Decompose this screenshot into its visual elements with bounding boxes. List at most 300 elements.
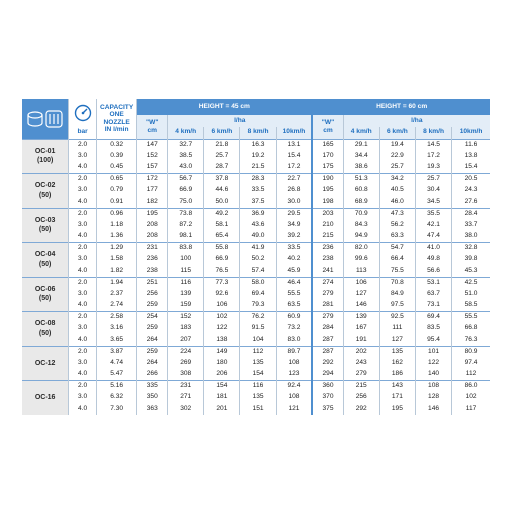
rate-cell-45: 73.8 (168, 208, 204, 220)
width-cell-60: 287 (312, 346, 343, 358)
pressure-cell: 3.0 (69, 220, 97, 232)
rate-cell-45: 66.9 (168, 185, 204, 197)
table-row (22, 220, 490, 232)
rate-cell-45: 16.3 (240, 139, 276, 151)
width-cell-60: 279 (312, 312, 343, 324)
rate-cell-45: 39.2 (276, 231, 312, 243)
rate-cell-45: 83.8 (168, 243, 204, 255)
width-cell-45: 238 (137, 266, 168, 278)
rate-cell-45: 149 (204, 346, 240, 358)
table-row (22, 335, 490, 347)
rate-cell-60: 28.4 (452, 208, 490, 220)
table-row (22, 346, 490, 358)
rate-cell-45: 112 (240, 346, 276, 358)
pressure-cell: 4.0 (69, 404, 97, 416)
nozzle-model-cell (22, 174, 69, 209)
width-cell-60: 279 (312, 289, 343, 301)
rate-cell-60: 51.3 (343, 174, 379, 186)
nozzle-model-cell (22, 312, 69, 347)
rate-cell-45: 63.5 (276, 300, 312, 312)
width-cell-60: 294 (312, 369, 343, 381)
table-row (22, 369, 490, 381)
capacity-cell: 3.16 (96, 323, 136, 335)
capacity-cell: 1.94 (96, 277, 136, 289)
width-cell-60: 274 (312, 277, 343, 289)
rate-cell-45: 21.8 (204, 139, 240, 151)
rate-cell-60: 102 (452, 392, 490, 404)
rate-cell-60: 41.0 (415, 243, 451, 255)
rate-cell-45: 60.9 (276, 312, 312, 324)
pressure-cell: 4.0 (69, 369, 97, 381)
rate-cell-60: 32.8 (452, 243, 490, 255)
rate-cell-60: 42.5 (452, 277, 490, 289)
speed-header-60: 8 km/h (415, 127, 451, 139)
rate-cell-45: 224 (168, 346, 204, 358)
rate-cell-45: 183 (168, 323, 204, 335)
table-row (22, 312, 490, 324)
speed-header-45: 10km/h (276, 127, 312, 139)
rate-cell-45: 66.9 (204, 254, 240, 266)
rate-cell-45: 37.8 (204, 174, 240, 186)
table-row (22, 197, 490, 209)
rate-cell-45: 104 (240, 335, 276, 347)
rate-cell-45: 98.1 (168, 231, 204, 243)
nozzle-model: OC-12 (34, 359, 56, 367)
rate-unit-header-45: l/ha (168, 115, 313, 127)
table-row (22, 174, 490, 186)
pressure-cell: 3.0 (69, 289, 97, 301)
rate-unit-header-60: l/ha (343, 115, 490, 127)
rate-cell-45: 159 (168, 300, 204, 312)
rate-cell-45: 116 (168, 277, 204, 289)
table-row (22, 254, 490, 266)
rate-cell-45: 40.2 (276, 254, 312, 266)
rate-cell-60: 75.5 (379, 266, 415, 278)
rate-cell-60: 15.4 (452, 162, 490, 174)
rate-cell-60: 140 (415, 369, 451, 381)
rate-cell-45: 45.9 (276, 266, 312, 278)
pressure-cell: 2.0 (69, 277, 97, 289)
capacity-cell: 7.30 (96, 404, 136, 416)
rate-cell-60: 25.7 (415, 174, 451, 186)
rate-cell-60: 82.0 (343, 243, 379, 255)
rate-cell-60: 101 (415, 346, 451, 358)
nozzle-model-cell (22, 139, 69, 174)
rate-cell-60: 195 (379, 404, 415, 416)
table-row (22, 323, 490, 335)
rate-cell-60: 34.4 (343, 151, 379, 163)
rate-cell-60: 146 (343, 300, 379, 312)
pressure-cell: 2.0 (69, 381, 97, 393)
table-body (22, 139, 490, 415)
rate-cell-45: 19.2 (240, 151, 276, 163)
rate-cell-45: 58.1 (204, 220, 240, 232)
pressure-cell: 4.0 (69, 300, 97, 312)
table-row (22, 404, 490, 416)
capacity-cell: 1.36 (96, 231, 136, 243)
table-row (22, 162, 490, 174)
rate-cell-60: 34.5 (415, 197, 451, 209)
nozzle-model: OC-08 (34, 320, 56, 328)
rate-cell-60: 143 (379, 381, 415, 393)
capacity-cell: 2.37 (96, 289, 136, 301)
rate-cell-60: 58.5 (452, 300, 490, 312)
rate-cell-45: 33.5 (276, 243, 312, 255)
rate-cell-60: 113 (343, 266, 379, 278)
rate-cell-45: 100 (168, 254, 204, 266)
width-cell-60: 284 (312, 323, 343, 335)
rate-cell-60: 76.3 (452, 335, 490, 347)
rate-cell-60: 60.8 (343, 185, 379, 197)
rate-cell-45: 28.7 (204, 162, 240, 174)
nozzle-model-cell (22, 243, 69, 278)
rate-cell-60: 162 (379, 358, 415, 370)
rate-cell-45: 21.5 (240, 162, 276, 174)
table-row (22, 185, 490, 197)
rate-cell-45: 28.3 (240, 174, 276, 186)
rate-cell-45: 87.2 (168, 220, 204, 232)
rate-cell-60: 47.3 (379, 208, 415, 220)
width-cell-60: 215 (312, 231, 343, 243)
rate-cell-60: 39.8 (452, 254, 490, 266)
rate-cell-45: 49.2 (204, 208, 240, 220)
rate-cell-45: 123 (276, 369, 312, 381)
table-row (22, 300, 490, 312)
w-unit-45: cm (147, 126, 157, 134)
width-cell-45: 264 (137, 358, 168, 370)
width-cell-45: 251 (137, 277, 168, 289)
width-cell-60: 375 (312, 404, 343, 416)
rate-cell-60: 29.1 (343, 139, 379, 151)
rate-cell-45: 135 (240, 392, 276, 404)
w-label-60: "W" (321, 119, 335, 127)
rate-cell-60: 99.6 (343, 254, 379, 266)
capacity-cell: 0.39 (96, 151, 136, 163)
rate-cell-60: 128 (415, 392, 451, 404)
rate-cell-60: 38.6 (343, 162, 379, 174)
rate-cell-45: 308 (168, 369, 204, 381)
width-cell-45: 231 (137, 243, 168, 255)
rate-cell-60: 30.4 (415, 185, 451, 197)
rate-cell-45: 38.5 (168, 151, 204, 163)
nozzle-flow-spec: (50) (38, 295, 52, 303)
rate-cell-45: 17.2 (276, 162, 312, 174)
rate-cell-60: 20.5 (452, 174, 490, 186)
width-cell-45: 208 (137, 220, 168, 232)
speed-header-60: 10km/h (452, 127, 490, 139)
capacity-cell: 1.58 (96, 254, 136, 266)
capacity-label-line-4: IN l/min (104, 126, 129, 134)
table-row (22, 381, 490, 393)
rate-cell-45: 154 (204, 381, 240, 393)
height-60-header: HEIGHT = 60 cm (312, 99, 490, 115)
rate-cell-60: 35.5 (415, 208, 451, 220)
capacity-header (96, 99, 136, 139)
pressure-cell: 3.0 (69, 151, 97, 163)
width-cell-45: 259 (137, 300, 168, 312)
pressure-cell: 2.0 (69, 208, 97, 220)
rate-cell-45: 231 (168, 381, 204, 393)
width-cell-45: 259 (137, 323, 168, 335)
rate-cell-45: 92.6 (204, 289, 240, 301)
rate-cell-45: 76.2 (240, 312, 276, 324)
rate-cell-60: 279 (343, 369, 379, 381)
pressure-cell: 3.0 (69, 323, 97, 335)
rate-cell-60: 42.1 (415, 220, 451, 232)
speed-header-60: 6 km/h (379, 127, 415, 139)
rate-cell-45: 91.5 (240, 323, 276, 335)
rate-cell-60: 63.3 (379, 231, 415, 243)
rate-cell-45: 15.4 (276, 151, 312, 163)
rate-cell-45: 43.0 (168, 162, 204, 174)
table-row (22, 151, 490, 163)
rate-cell-45: 271 (168, 392, 204, 404)
nozzle-model: OC-03 (34, 216, 56, 224)
nozzle-model: OC-01 (34, 147, 56, 155)
rate-cell-45: 36.9 (240, 208, 276, 220)
rate-cell-60: 56.2 (379, 220, 415, 232)
rate-cell-45: 89.7 (276, 346, 312, 358)
rate-cell-45: 26.8 (276, 185, 312, 197)
rate-cell-45: 41.9 (240, 243, 276, 255)
nozzle-model-cell (22, 346, 69, 381)
rate-cell-45: 56.7 (168, 174, 204, 186)
table-row (22, 231, 490, 243)
capacity-cell: 2.58 (96, 312, 136, 324)
rate-cell-60: 84.3 (343, 220, 379, 232)
rate-cell-60: 202 (343, 346, 379, 358)
rate-cell-45: 55.5 (276, 289, 312, 301)
pressure-cell: 4.0 (69, 335, 97, 347)
nozzle-flow-spec: (50) (38, 191, 52, 199)
width-cell-60: 241 (312, 266, 343, 278)
rate-cell-60: 135 (379, 346, 415, 358)
rate-cell-60: 139 (343, 312, 379, 324)
rate-cell-45: 206 (204, 369, 240, 381)
pressure-cell: 2.0 (69, 139, 97, 151)
width-cell-45: 208 (137, 231, 168, 243)
capacity-label-line-2: ONE (109, 111, 124, 119)
speed-header-45: 8 km/h (240, 127, 276, 139)
rate-cell-60: 66.8 (452, 323, 490, 335)
width-cell-60: 281 (312, 300, 343, 312)
table-row (22, 358, 490, 370)
rate-cell-60: 34.2 (379, 174, 415, 186)
width-cell-45: 335 (137, 381, 168, 393)
rate-cell-60: 53.1 (415, 277, 451, 289)
pressure-cell: 2.0 (69, 243, 97, 255)
rate-cell-60: 94.9 (343, 231, 379, 243)
width-cell-45: 266 (137, 369, 168, 381)
rate-cell-45: 139 (168, 289, 204, 301)
rate-cell-45: 92.4 (276, 381, 312, 393)
rate-cell-60: 14.5 (415, 139, 451, 151)
width-cell-45: 363 (137, 404, 168, 416)
table-row (22, 289, 490, 301)
rate-cell-45: 75.0 (168, 197, 204, 209)
rate-cell-45: 32.7 (168, 139, 204, 151)
nozzle-flow-spec: (100) (36, 157, 54, 165)
rate-cell-60: 83.5 (415, 323, 451, 335)
nozzle-capacity-table (22, 99, 490, 415)
speed-header-60: 4 km/h (343, 127, 379, 139)
width-cell-45: 152 (137, 151, 168, 163)
width-cell-60: 370 (312, 392, 343, 404)
rate-cell-60: 17.2 (415, 151, 451, 163)
rate-cell-45: 34.9 (276, 220, 312, 232)
rate-cell-60: 243 (343, 358, 379, 370)
pressure-cell: 3.0 (69, 392, 97, 404)
pressure-cell: 3.0 (69, 185, 97, 197)
rate-cell-60: 122 (415, 358, 451, 370)
rate-cell-60: 292 (343, 404, 379, 416)
capacity-cell: 0.96 (96, 208, 136, 220)
rate-cell-60: 27.6 (452, 197, 490, 209)
height-45-header: HEIGHT = 45 cm (137, 99, 313, 115)
rate-cell-45: 207 (168, 335, 204, 347)
rate-cell-60: 106 (343, 277, 379, 289)
table-row (22, 243, 490, 255)
capacity-cell: 0.79 (96, 185, 136, 197)
speed-header-45: 6 km/h (204, 127, 240, 139)
rate-cell-60: 56.6 (415, 266, 451, 278)
width-cell-45: 236 (137, 254, 168, 266)
rate-cell-45: 49.0 (240, 231, 276, 243)
rate-cell-45: 33.5 (240, 185, 276, 197)
pressure-gauge-icon (74, 104, 92, 122)
rate-cell-60: 40.5 (379, 185, 415, 197)
rate-cell-45: 30.0 (276, 197, 312, 209)
width-cell-60: 238 (312, 254, 343, 266)
rate-cell-45: 79.3 (240, 300, 276, 312)
rate-cell-60: 256 (343, 392, 379, 404)
rate-cell-60: 22.9 (379, 151, 415, 163)
rate-cell-45: 73.2 (276, 323, 312, 335)
nozzle-flow-spec: (50) (38, 260, 52, 268)
pressure-cell: 4.0 (69, 231, 97, 243)
table-row (22, 266, 490, 278)
pressure-cell: 4.0 (69, 197, 97, 209)
rate-cell-60: 25.7 (379, 162, 415, 174)
pressure-cell: 3.0 (69, 358, 97, 370)
nozzle-model-cell (22, 381, 69, 416)
width-cell-45: 157 (137, 162, 168, 174)
rate-cell-60: 86.0 (452, 381, 490, 393)
rate-cell-60: 171 (379, 392, 415, 404)
rate-cell-60: 51.0 (452, 289, 490, 301)
nozzle-flow-spec: (50) (38, 226, 52, 234)
table-row (22, 139, 490, 151)
rate-cell-45: 58.0 (240, 277, 276, 289)
w-header-45 (137, 115, 168, 139)
rate-cell-60: 95.4 (415, 335, 451, 347)
rate-cell-60: 73.1 (415, 300, 451, 312)
capacity-cell: 6.32 (96, 392, 136, 404)
width-cell-60: 203 (312, 208, 343, 220)
table-row (22, 208, 490, 220)
rate-cell-60: 19.4 (379, 139, 415, 151)
rate-cell-60: 97.5 (379, 300, 415, 312)
rate-cell-45: 46.4 (276, 277, 312, 289)
rate-cell-45: 102 (204, 312, 240, 324)
rate-cell-45: 25.7 (204, 151, 240, 163)
rate-cell-45: 50.0 (204, 197, 240, 209)
rate-cell-45: 57.4 (240, 266, 276, 278)
rate-cell-60: 13.8 (452, 151, 490, 163)
width-cell-45: 256 (137, 289, 168, 301)
capacity-cell: 0.65 (96, 174, 136, 186)
rate-cell-45: 154 (240, 369, 276, 381)
width-cell-60: 198 (312, 197, 343, 209)
width-cell-60: 195 (312, 185, 343, 197)
rate-cell-45: 22.7 (276, 174, 312, 186)
rate-cell-60: 19.3 (415, 162, 451, 174)
rate-cell-60: 70.9 (343, 208, 379, 220)
rate-cell-45: 201 (204, 404, 240, 416)
pressure-cell: 2.0 (69, 312, 97, 324)
rate-cell-60: 54.7 (379, 243, 415, 255)
rate-cell-45: 108 (276, 358, 312, 370)
rate-cell-60: 70.8 (379, 277, 415, 289)
rate-cell-45: 302 (168, 404, 204, 416)
rate-cell-60: 69.4 (415, 312, 451, 324)
capacity-cell: 3.87 (96, 346, 136, 358)
rate-cell-60: 167 (343, 323, 379, 335)
rate-cell-45: 77.3 (204, 277, 240, 289)
rate-cell-45: 76.5 (204, 266, 240, 278)
rate-cell-60: 84.9 (379, 289, 415, 301)
pressure-cell: 4.0 (69, 162, 97, 174)
rate-cell-45: 151 (240, 404, 276, 416)
rate-cell-60: 117 (452, 404, 490, 416)
pressure-cell: 2.0 (69, 174, 97, 186)
rate-cell-45: 116 (240, 381, 276, 393)
width-cell-60: 175 (312, 162, 343, 174)
rate-cell-60: 45.3 (452, 266, 490, 278)
w-unit-60: cm (323, 126, 333, 134)
width-cell-45: 350 (137, 392, 168, 404)
nozzle-icons-cell (22, 99, 69, 139)
rate-cell-45: 13.1 (276, 139, 312, 151)
rate-cell-45: 43.6 (240, 220, 276, 232)
width-cell-45: 147 (137, 139, 168, 151)
w-label-45: "W" (146, 119, 159, 127)
rate-cell-60: 97.4 (452, 358, 490, 370)
nozzle-model: OC-16 (34, 394, 56, 402)
nozzle-model: OC-06 (34, 285, 56, 293)
nozzle-model: OC-04 (34, 251, 56, 259)
pressure-cell: 4.0 (69, 266, 97, 278)
rate-cell-45: 50.2 (240, 254, 276, 266)
rate-cell-45: 106 (204, 300, 240, 312)
width-cell-45: 182 (137, 197, 168, 209)
capacity-cell: 0.45 (96, 162, 136, 174)
rate-cell-60: 33.7 (452, 220, 490, 232)
rate-cell-45: 55.8 (204, 243, 240, 255)
rate-cell-60: 11.6 (452, 139, 490, 151)
rate-cell-45: 37.5 (240, 197, 276, 209)
rate-cell-45: 269 (168, 358, 204, 370)
pressure-gauge-cell (69, 99, 97, 127)
width-cell-60: 236 (312, 243, 343, 255)
rate-cell-45: 115 (168, 266, 204, 278)
rate-cell-60: 215 (343, 381, 379, 393)
rate-cell-60: 108 (415, 381, 451, 393)
capacity-cell: 1.18 (96, 220, 136, 232)
rate-cell-60: 63.7 (415, 289, 451, 301)
rate-cell-60: 80.9 (452, 346, 490, 358)
width-cell-45: 259 (137, 346, 168, 358)
